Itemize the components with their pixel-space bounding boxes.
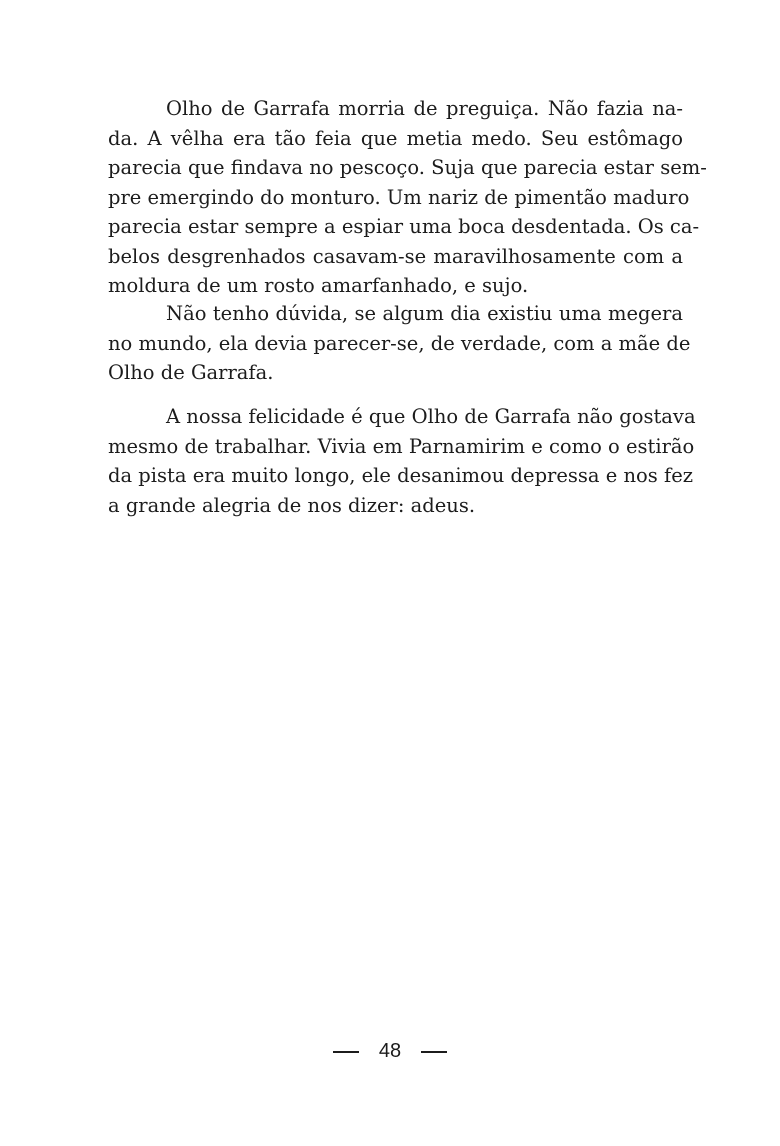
paragraph-2 bbox=[108, 299, 691, 388]
paragraph-3 bbox=[108, 402, 696, 520]
paragraph-1 bbox=[108, 94, 707, 301]
text-line: parecia estar sempre a espiar uma boca desdentada. Os ca- bbox=[108, 215, 700, 238]
text-line: no mundo, ela devia parecer-se, de verdade, com a mãe de bbox=[108, 331, 691, 355]
page-footer bbox=[0, 1040, 780, 1063]
text-line: Não tenho dúvida, se algum dia existiu uma megera bbox=[166, 302, 683, 325]
text-line: parecia que findava no pescoço. Suja que parecia estar sem- bbox=[108, 156, 707, 179]
page-number: 48 bbox=[378, 1040, 402, 1063]
text-line: belos desgrenhados casavam-se maravilhosamente com a bbox=[108, 244, 683, 268]
text-line: Olho de Garrafa morria de preguiça. Não fazia na- bbox=[166, 97, 683, 120]
text-line: a grande alegria de nos dizer: adeus. bbox=[108, 493, 476, 517]
right-dash bbox=[421, 1051, 447, 1053]
left-dash bbox=[333, 1051, 359, 1053]
text-line: A nossa felicidade é que Olho de Garrafa não gostava bbox=[166, 405, 696, 428]
text-line: moldura de um rosto amarfanhado, e sujo. bbox=[108, 274, 529, 297]
text-line: Olho de Garrafa. bbox=[108, 361, 274, 384]
text-line: da. A vêlha era tão feia que metia medo. Seu estômago bbox=[108, 126, 683, 150]
text-line: da pista era muito longo, ele desanimou depressa e nos fez bbox=[108, 464, 694, 487]
text-line: mesmo de trabalhar. Vivia em Parnamirim e como o estirão bbox=[108, 434, 695, 458]
text-line: pre emergindo do monturo. Um nariz de pimentão maduro bbox=[108, 185, 690, 209]
